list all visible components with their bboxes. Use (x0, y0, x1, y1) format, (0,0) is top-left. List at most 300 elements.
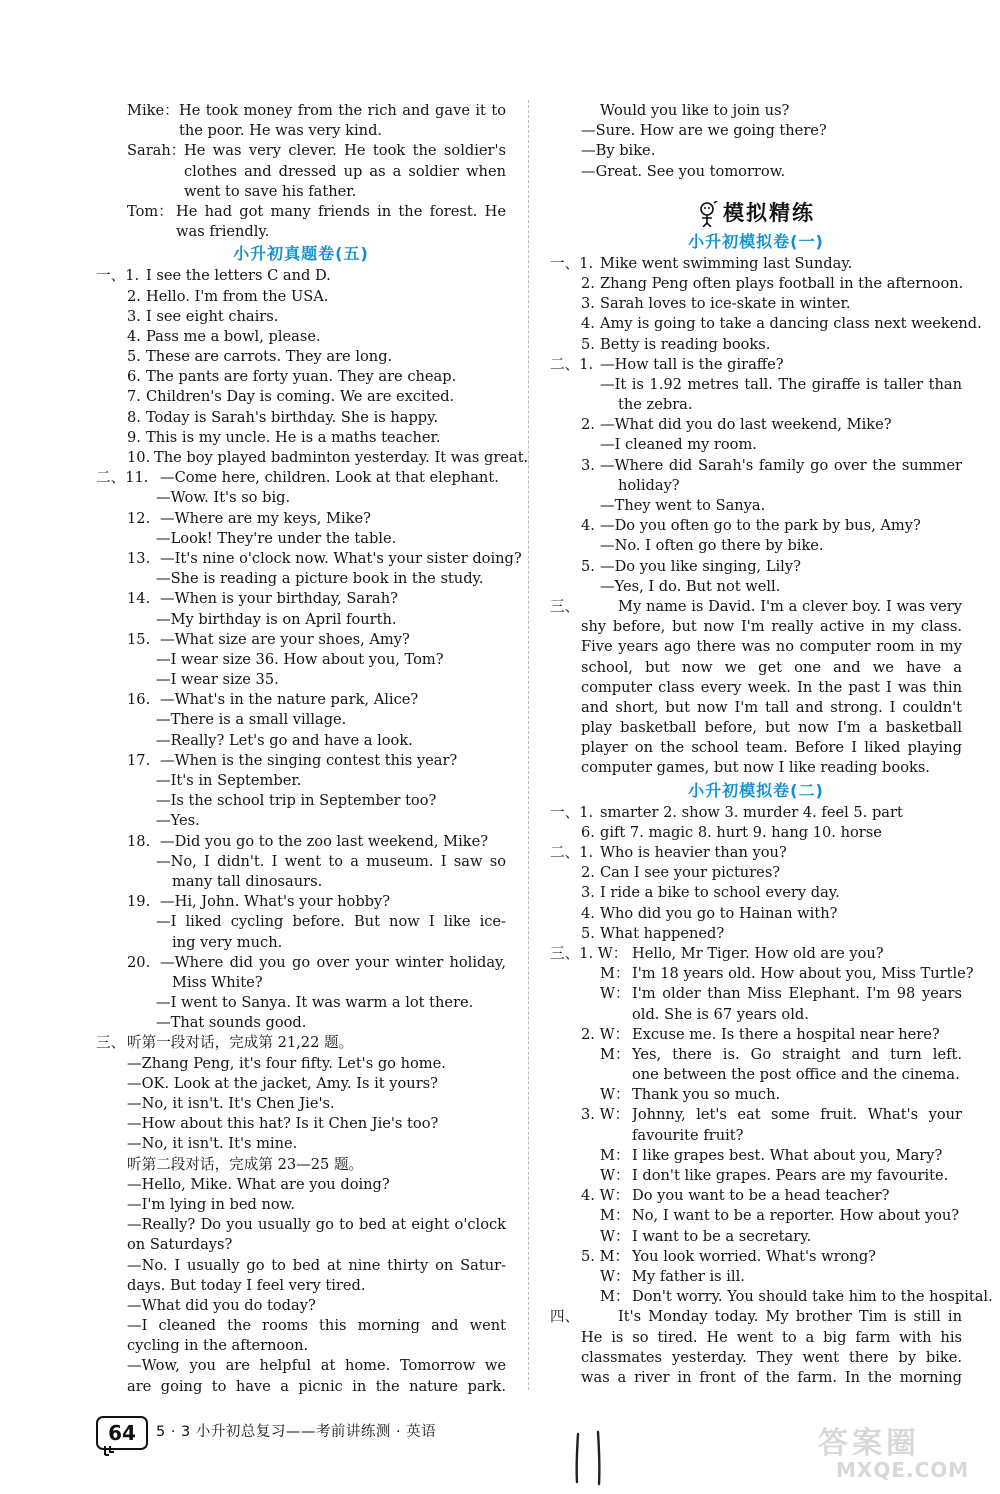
text-line (96, 428, 506, 448)
line-text: Miss White? (172, 973, 263, 991)
watermark (806, 1418, 986, 1488)
line-text: and short, but now I'm tall and strong. I couldn't (581, 698, 962, 716)
text-line (96, 650, 506, 670)
text-line (550, 335, 962, 355)
left-column (96, 101, 529, 1397)
text-line (96, 327, 506, 347)
line-text: ing very much. (172, 933, 283, 951)
text-line (96, 468, 506, 488)
text-line (550, 738, 962, 758)
text-line (550, 395, 962, 415)
line-text: I'm 18 years old. How about you, Miss Turtle? (632, 965, 974, 983)
item-marker: 2. (127, 287, 141, 305)
line-text: —What's in the nature park, Alice? (160, 691, 419, 709)
item-marker: 13. (127, 549, 151, 567)
text-line (96, 1195, 506, 1215)
text-line (96, 771, 506, 791)
item-marker: 4. (581, 517, 595, 535)
text-line (96, 1276, 506, 1296)
line-text: Who is heavier than you? (600, 844, 787, 861)
text-line (96, 933, 506, 953)
text-line (550, 823, 962, 843)
item-marker: 一、1. (550, 803, 594, 821)
item-marker: 6. (581, 823, 595, 841)
text-line (550, 1005, 962, 1025)
text-line (96, 101, 506, 121)
line-text: —There is a small village. (156, 711, 347, 729)
line-text: Who did you go to Hainan with? (600, 904, 838, 922)
text-line (96, 1235, 506, 1255)
text-line (96, 367, 506, 387)
text-line (96, 1155, 506, 1175)
text-line (550, 375, 962, 395)
line-text: Thank you so much. (632, 1086, 781, 1104)
item-marker: 4. W： (581, 1187, 630, 1205)
text-line (550, 843, 962, 863)
text-line (550, 577, 962, 597)
text-line (550, 557, 962, 577)
item-marker: 15. (127, 630, 151, 648)
line-text: Johnny, let's eat some fruit. What's your (632, 1106, 962, 1124)
line-text: —Really? Let's go and have a look. (156, 731, 413, 749)
line-text: I want to be a secretary. (632, 1227, 812, 1245)
text-line (550, 718, 962, 738)
line-text: My father is ill. (632, 1267, 745, 1285)
item-marker: 3. W： (581, 1106, 630, 1124)
line-text: —Great. See you tomorrow. (581, 162, 786, 180)
line-text: school, but now we get one and we have a (581, 658, 962, 676)
text-line (550, 1227, 962, 1247)
item-marker: 16. (127, 691, 151, 709)
line-text: clothes and dressed up as a soldier when (184, 162, 506, 180)
line-text: —Zhang Peng, it's four fifty. Let's go home. (127, 1054, 446, 1072)
text-line (96, 287, 506, 307)
line-text: —No. I often go there by bike. (600, 537, 824, 555)
text-line (96, 162, 506, 182)
page-tab-icon (104, 1446, 116, 1456)
text-line (550, 1328, 962, 1348)
text-line (96, 811, 506, 831)
item-marker: 5. (581, 557, 595, 575)
line-text: What happened? (600, 924, 725, 942)
line-text: This is my uncle. He is a maths teacher. (146, 428, 441, 446)
line-text: Sarah loves to ice-skate in winter. (600, 295, 851, 313)
text-line (550, 758, 962, 778)
item-marker: 4. (127, 327, 141, 345)
line-text: went to save his father. (184, 182, 357, 200)
line-text: was friendly. (176, 223, 270, 241)
line-text: Can I see your pictures? (600, 864, 781, 882)
line-text: No, I want to be a reporter. How about you? (632, 1207, 960, 1225)
text-line (96, 892, 506, 912)
line-text: —Where are my keys, Mike? (160, 509, 371, 527)
line-text: I don't like grapes. Pears are my favourite. (632, 1167, 949, 1184)
text-line (96, 529, 506, 549)
line-text: are going to have a picnic in the nature park. (127, 1377, 506, 1395)
line-text: —I wear size 35. (156, 671, 279, 689)
text-line (550, 1146, 962, 1166)
text-line (550, 121, 962, 141)
item-marker: 3. (581, 456, 595, 474)
item-marker: 三、 (96, 1034, 126, 1052)
line-text: —My birthday is on April fourth. (156, 610, 397, 628)
line-text: My name is David. I'm a clever boy. I was very (618, 597, 962, 615)
text-line (96, 266, 506, 286)
text-line (550, 984, 962, 1004)
item-marker: 二、1. (550, 844, 594, 861)
line-text: —No, I didn't. I went to a museum. I saw so (156, 852, 506, 870)
item-marker: 8. (127, 408, 141, 426)
line-text: the poor. He was very kind. (179, 122, 383, 140)
line-text: shy before, but now I'm really active in my class. (581, 618, 962, 636)
line-text: —By bike. (581, 142, 656, 160)
text-line (96, 488, 506, 508)
text-line (96, 690, 506, 710)
text-line (550, 1085, 962, 1105)
line-text: —Do you like singing, Lily? (600, 557, 801, 575)
line-text: —Is the school trip in September too? (156, 792, 437, 810)
text-line (550, 658, 962, 678)
text-line (96, 387, 506, 407)
item-marker: 3. (581, 884, 595, 902)
text-line (96, 1013, 506, 1033)
line-text: —Where did you go over your winter holiday, (160, 953, 506, 971)
text-line (550, 1368, 962, 1388)
line-text: favourite fruit? (632, 1126, 744, 1144)
line-text: was a river in front of the farm. In the morning (581, 1368, 962, 1386)
line-text: —Yes. (156, 812, 200, 830)
text-line (550, 516, 962, 536)
line-text: He is so tired. He went to a big farm with his (581, 1328, 962, 1346)
text-line (96, 1336, 506, 1356)
text-line (550, 1126, 962, 1146)
text-line (96, 1356, 506, 1376)
item-marker: 2. (581, 274, 595, 292)
item-marker: 19. (127, 893, 151, 911)
text-line (96, 1114, 506, 1134)
text-line (96, 973, 506, 993)
line-text: Today is Sarah's birthday. She is happy. (146, 408, 439, 426)
watermark-line2: MXQE.COM (836, 1458, 970, 1482)
item-marker: 5. (127, 348, 141, 366)
text-line (96, 408, 506, 428)
line-text: —Really? Do you usually go to bed at eight o'clock (127, 1216, 506, 1234)
line-text: —Sure. How are we going there? (581, 122, 827, 140)
text-line (550, 883, 962, 903)
column-divider (528, 100, 529, 1390)
line-text: Do you want to be a head teacher? (632, 1187, 890, 1205)
item-marker: 一、1. (96, 267, 140, 285)
line-text: —Where did Sarah's family go over the summer (600, 456, 962, 474)
line-text: the zebra. (618, 396, 693, 414)
watermark-line1: 答案圈 (818, 1426, 920, 1461)
text-line (96, 202, 506, 222)
item-marker: 4. (581, 315, 595, 333)
line-text: —Look! They're under the table. (156, 529, 397, 547)
text-line (550, 101, 962, 121)
text-line (96, 832, 506, 852)
line-text: —Hi, John. What's your hobby? (160, 893, 391, 911)
text-line (96, 1094, 506, 1114)
text-line (550, 1025, 962, 1045)
text-line (550, 1186, 962, 1206)
line-text: —What did you do last weekend, Mike? (600, 416, 892, 434)
item-marker: 5. (581, 924, 595, 942)
item-marker: 10. (127, 449, 151, 466)
item-marker: M： (600, 1207, 630, 1225)
line-text: Mike went swimming last Sunday. (600, 254, 853, 272)
handwritten-marks (568, 1430, 618, 1486)
text-line (96, 610, 506, 630)
item-marker: Mike： (127, 102, 179, 119)
item-marker: W： (600, 1267, 630, 1285)
line-text: Zhang Peng often plays football in the afternoon. (600, 274, 964, 292)
line-text: —They went to Sanya. (600, 497, 766, 514)
text-line (550, 1307, 962, 1327)
line-text: —It's in September. (156, 772, 302, 789)
text-line (96, 347, 506, 367)
text-line (550, 1267, 962, 1287)
line-text: Five years ago there was no computer room in my (581, 638, 962, 656)
line-text: computer games, but now I like reading books. (581, 759, 930, 777)
item-marker: 一、1. (550, 254, 594, 272)
text-line (96, 222, 506, 242)
item-marker: 17. (127, 751, 151, 769)
line-text: play basketball before, but now I'm a basketball (581, 719, 962, 737)
text-line (550, 435, 962, 455)
item-marker: 二、1. (550, 355, 594, 373)
text-line (550, 698, 962, 718)
line-text: —When is your birthday, Sarah? (160, 590, 398, 608)
text-line (96, 1074, 506, 1094)
item-marker: 三、1. W： (550, 944, 628, 962)
line-text: computer class every week. In the past I was thin (581, 678, 962, 696)
text-line (550, 294, 962, 314)
line-text: —Wow, you are helpful at home. Tomorrow we (127, 1357, 506, 1375)
line-text: Hello, Mr Tiger. How old are you? (632, 944, 884, 962)
line-text: —How about this hat? Is it Chen Jie's too? (127, 1115, 439, 1133)
text-line (550, 314, 982, 334)
line-text: —It is 1.92 metres tall. The giraffe is taller than (600, 375, 962, 393)
line-text: He had got many friends in the forest. He (176, 202, 506, 220)
line-text: —Hello, Mike. What are you doing? (127, 1175, 390, 1193)
text-line (550, 415, 962, 435)
text-line (96, 953, 506, 973)
item-marker: 3. (581, 295, 595, 313)
text-line (550, 637, 962, 657)
line-text: many tall dinosaurs. (172, 872, 323, 890)
text-line (550, 1045, 962, 1065)
item-marker: 4. (581, 904, 595, 922)
line-text: I ride a bike to school every day. (600, 884, 840, 902)
line-text: —What size are your shoes, Amy? (160, 630, 410, 648)
item-marker: M： (600, 1146, 630, 1164)
text-line (550, 1348, 962, 1368)
text-line (96, 912, 506, 932)
line-text: Yes, there is. Go straight and turn left. (632, 1045, 962, 1063)
text-line (550, 904, 962, 924)
text-line (96, 569, 506, 589)
line-text: He took money from the rich and gave it to (179, 102, 506, 119)
character-doodle-icon (697, 201, 719, 227)
item-marker: 2. W： (581, 1025, 630, 1043)
item-marker: Tom： (127, 202, 173, 220)
line-text: holiday? (618, 476, 680, 494)
item-marker: 二、11. (96, 469, 149, 487)
section-title: 小升初模拟卷(二) (688, 780, 824, 800)
text-line (96, 872, 506, 892)
text-line (96, 710, 506, 730)
line-text: old. She is 67 years old. (632, 1005, 809, 1023)
text-line (550, 274, 962, 294)
text-line (550, 355, 962, 375)
text-line (96, 589, 506, 609)
item-marker: M： (600, 965, 630, 983)
text-line (96, 1033, 506, 1053)
text-line (96, 1215, 506, 1235)
text-line (96, 549, 522, 569)
item-marker: 2. (581, 864, 595, 882)
line-text: I see eight chairs. (146, 307, 279, 325)
line-text: —Come here, children. Look at that elephant. (160, 469, 499, 487)
item-marker: W： (600, 985, 630, 1003)
page-number: 64 (96, 1416, 148, 1450)
practice-heading-text: 模拟精练 (723, 200, 815, 225)
line-text: Excuse me. Is there a hospital near here? (632, 1025, 940, 1043)
practice-heading (550, 196, 962, 230)
text-line (550, 254, 962, 274)
text-line (96, 670, 506, 690)
line-text: —When is the singing contest this year? (160, 751, 458, 769)
right-column (550, 101, 993, 1388)
section-title: 小升初模拟卷(一) (688, 231, 824, 251)
line-text: —I cleaned my room. (600, 436, 757, 454)
text-line (550, 141, 962, 161)
text-line (550, 678, 962, 698)
line-text: I see the letters C and D. (146, 267, 331, 285)
text-line (96, 182, 506, 202)
line-text: —Yes, I do. But not well. (600, 577, 781, 595)
item-marker: 14. (127, 590, 151, 608)
line-text: —It's nine o'clock now. What's your sister doing? (160, 549, 522, 567)
text-line (550, 1166, 962, 1186)
line-text: player on the school team. Before I liked playing (581, 739, 962, 757)
text-line (550, 924, 962, 944)
text-line (96, 1316, 506, 1336)
text-line (96, 1296, 506, 1316)
line-text: Pass me a bowl, please. (146, 327, 321, 345)
line-text: one between the post office and the cinema. (632, 1066, 960, 1084)
line-text: —No, it isn't. It's Chen Jie's. (127, 1095, 335, 1112)
item-marker: 12. (127, 509, 151, 527)
item-marker: 20. (127, 953, 151, 971)
text-line (550, 863, 962, 883)
line-text: —I went to Sanya. It was warm a lot there. (156, 994, 474, 1012)
line-text: on Saturdays? (127, 1236, 233, 1254)
item-marker: M： (600, 1045, 630, 1063)
line-text: It's Monday today. My brother Tim is still in (618, 1308, 962, 1326)
line-text: —No, it isn't. It's mine. (127, 1135, 298, 1153)
line-text: I like grapes best. What about you, Mary? (632, 1146, 943, 1164)
text-line (550, 456, 962, 476)
text-line (550, 597, 962, 617)
text-line (96, 751, 506, 771)
line-text: —I cleaned the rooms this morning and went (127, 1317, 506, 1335)
line-text: Hello. I'm from the USA. (146, 287, 329, 305)
text-line (550, 803, 962, 823)
text-line (96, 1054, 506, 1074)
line-text: 听第二段对话，完成第 23—25 题。 (127, 1155, 364, 1173)
text-line (96, 307, 506, 327)
line-text: —That sounds good. (156, 1014, 307, 1032)
text-line (550, 1287, 993, 1307)
line-text: —Do you often go to the park by bus, Amy? (600, 517, 921, 535)
line-text: Would you like to join us? (600, 102, 790, 119)
text-line (96, 731, 506, 751)
text-line (550, 162, 962, 182)
line-text: —I'm lying in bed now. (127, 1195, 296, 1213)
line-text: —How tall is the giraffe? (600, 355, 784, 373)
line-text: —What did you do today? (127, 1296, 316, 1314)
text-line (96, 448, 529, 468)
line-text: —I liked cycling before. But now I like ice- (156, 913, 506, 931)
line-text: —Did you go to the zoo last weekend, Mike? (160, 832, 489, 850)
item-marker: 18. (127, 832, 151, 850)
text-line (96, 121, 506, 141)
text-line (550, 1206, 962, 1226)
item-marker: M： (600, 1288, 630, 1306)
line-text: gift 7. magic 8. hurt 9. hang 10. horse (600, 823, 882, 841)
line-text: Don't worry. You should take him to the hospital. (632, 1288, 993, 1306)
line-text: —I wear size 36. How about you, Tom? (156, 650, 444, 668)
text-line (96, 1256, 506, 1276)
line-text: days. But today I feel very tired. (127, 1276, 366, 1294)
item-marker: 7. (127, 388, 141, 406)
section-title: 小升初真题卷(五) (233, 244, 369, 264)
line-text: Amy is going to take a dancing class next weekend. (600, 315, 982, 333)
item-marker: W： (600, 1167, 630, 1184)
item-marker: 四、 (550, 1308, 580, 1326)
item-marker: 5. (581, 335, 595, 353)
text-line (96, 630, 506, 650)
text-line (96, 791, 506, 811)
text-line (550, 1065, 962, 1085)
text-line (96, 993, 506, 1013)
item-marker: W： (600, 1227, 630, 1245)
text-line (96, 852, 506, 872)
line-text: I'm older than Miss Elephant. I'm 98 years (632, 985, 962, 1003)
item-marker: Sarah： (127, 142, 186, 160)
item-marker: 2. (581, 416, 595, 434)
line-text: He was very clever. He took the soldier's (184, 142, 506, 160)
text-line (96, 1175, 506, 1195)
line-text: —OK. Look at the jacket, Amy. Is it yours? (127, 1074, 438, 1092)
line-text: —No. I usually go to bed at nine thirty on Satur- (127, 1256, 506, 1274)
line-text: 听第一段对话，完成第 21,22 题。 (127, 1034, 354, 1052)
text-line (96, 141, 506, 161)
line-text: classmates yesterday. They went there by bike. (581, 1348, 962, 1366)
item-marker: 三、 (550, 597, 580, 615)
text-line (550, 944, 962, 964)
line-text: These are carrots. They are long. (146, 348, 393, 366)
text-line (96, 1134, 506, 1154)
series-title: 5 · 3 小升初总复习——考前讲练测 · 英语 (156, 1424, 437, 1440)
line-text: You look worried. What's wrong? (632, 1247, 876, 1265)
text-line (550, 1105, 962, 1125)
line-text: The pants are forty yuan. They are cheap. (146, 368, 457, 386)
item-marker: 9. (127, 428, 141, 446)
text-line (550, 617, 962, 637)
